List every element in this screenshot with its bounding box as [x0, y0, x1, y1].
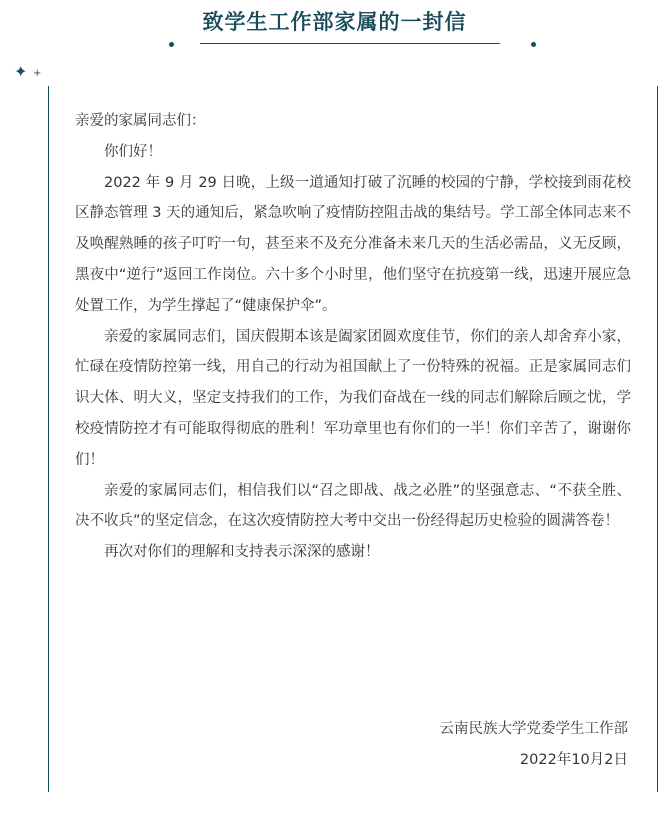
letter-paragraph-2: 亲爱的家属同志们，国庆假期本该是阖家团圆欢度佳节，你们的亲人却舍弃小家，忙碌在疫情防控第一线，用自己的行动为祖国献上了一份特殊的祝福。正是家属同志们识大体、明大义，坚定支持我们的工作，为我们奋战在一线的同志们解除后顾之忧，学校疫情防控才有可能取得彻底的胜利！军功章里也有你们的一半！你们辛苦了，谢谢你们！ [75, 328, 631, 468]
letter-title: 致学生工作部家属的一封信 [202, 10, 467, 34]
title-dot-right [531, 42, 536, 47]
letter-paragraph-4: 再次对你们的理解和支持表示深深的感谢！ [104, 544, 380, 561]
letter-body [75, 106, 631, 568]
sparkle-icon: ✦ [14, 62, 28, 81]
frame-right-border [657, 86, 658, 792]
plus-icon: + [33, 68, 42, 79]
signature-date: 2022年10月2日 [519, 751, 628, 768]
signature-organization: 云南民族大学党委学生工作部 [439, 721, 628, 737]
letter-paragraph-1: 2022 年 9 月 29 日晚，上级一道通知打破了沉睡的校园的宁静，学校接到雨花校区静态管理 3 天的通知后，紧急吹响了疫情防控阻击战的集结号。学工部全体同志来不及唤醒熟睡的孩子叮咛一句，甚至来不及充分准备未来几天的生活必需品，义无反顾，黑夜中“逆行”返回工作岗位。六十多个小时里，他们坚守在抗疫第一线，迅速开展应急处置工作，为学生撑起了“健康保护伞”。 [75, 174, 631, 314]
letter-paragraph-3: 亲爱的家属同志们，相信我们以“召之即战、战之必胜”的坚强意志、“不获全胜、决不收兵”的坚定信念，在这次疫情防控大考中交出一份经得起历史检验的圆满答卷！ [75, 482, 631, 530]
frame-left-border [48, 86, 49, 792]
title-dot-left [169, 42, 174, 47]
letter-salutation: 亲爱的家属同志们： [75, 113, 206, 129]
letter-signature [440, 714, 629, 776]
letter-greeting: 你们好！ [104, 143, 162, 160]
title-underline [200, 43, 500, 44]
